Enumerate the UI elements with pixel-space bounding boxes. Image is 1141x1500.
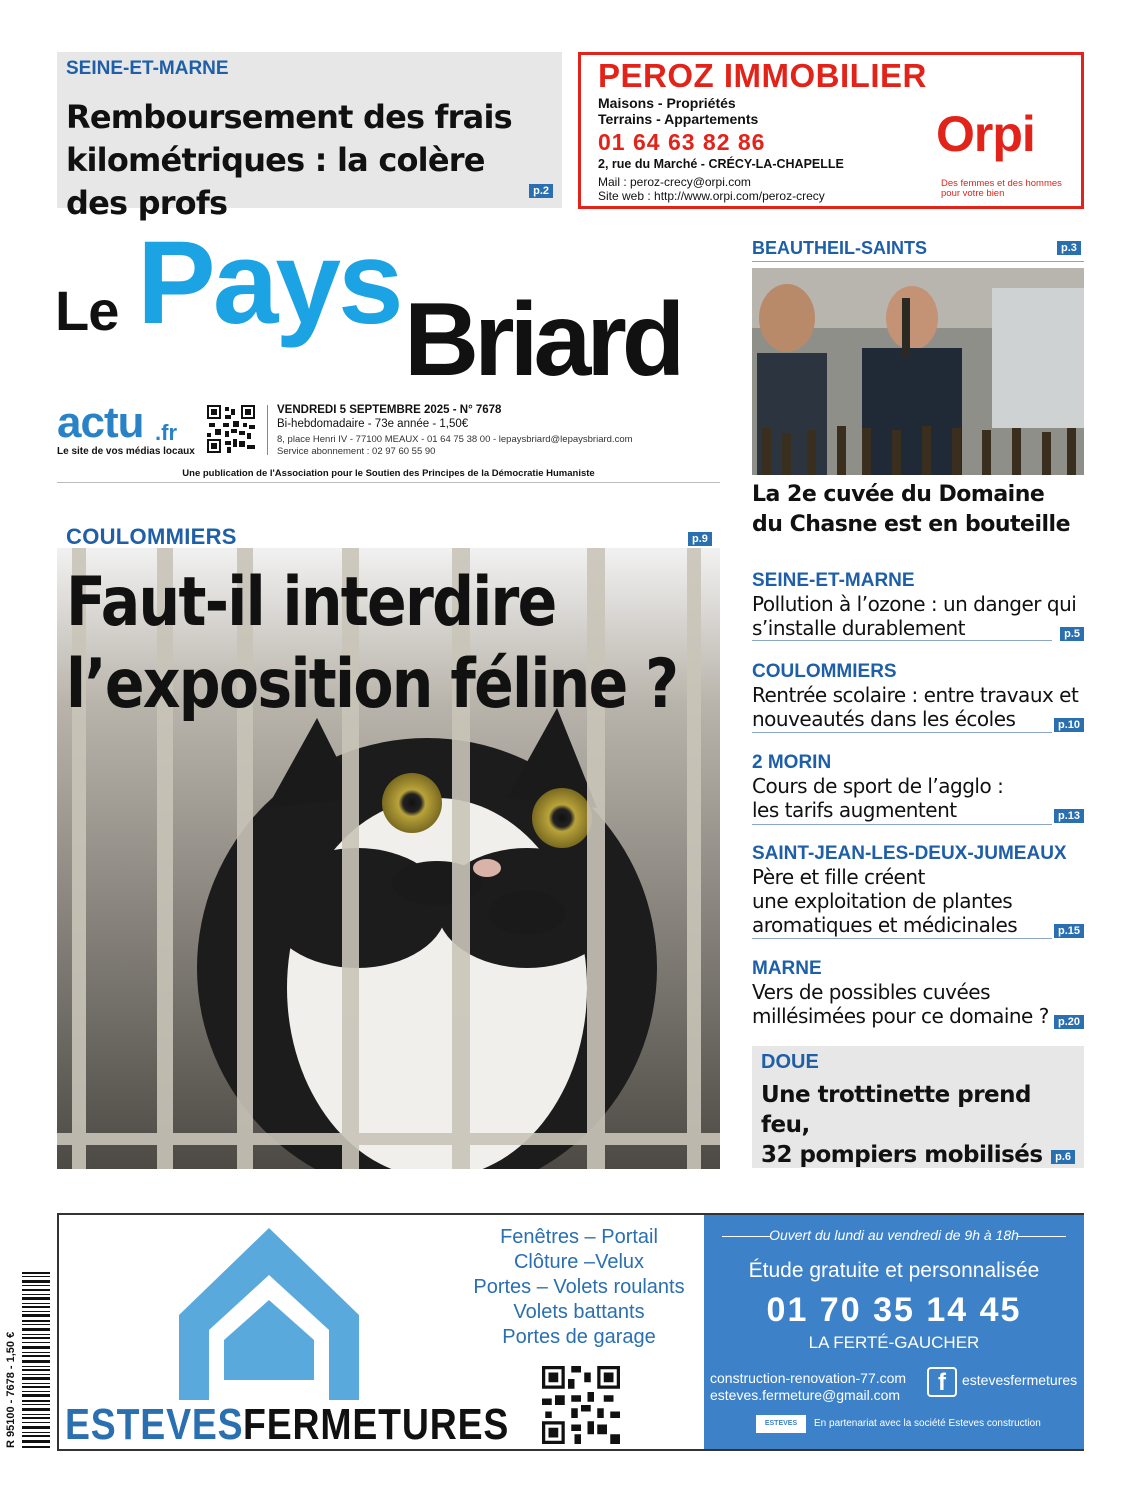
masthead-divider [57, 482, 720, 483]
masthead-address: 8, place Henri IV - 77100 MEAUX - 01 64 75 38 00 - lepaysbriard@lepaysbriard.com [277, 434, 633, 445]
peroz-address: 2, rue du Marché - CRÉCY-LA-CHAPELLE [598, 157, 844, 171]
esteves-services [459, 1225, 699, 1350]
brief-kicker: COULOMMIERS [752, 661, 897, 682]
logo-briard: Briard [404, 282, 681, 398]
orpi-logo: Orpi [936, 106, 1035, 162]
right-lead-headline-line-2: du Chasne est en bouteille [752, 512, 1070, 537]
service-item: Clôture –Velux [513, 1251, 645, 1273]
brief-kicker: SEINE-ET-MARNE [752, 570, 915, 591]
doue-headline-line-2: 32 pompiers mobilisés [761, 1142, 1043, 1168]
brief-line: s’installe durablement [752, 616, 966, 640]
brief-page: p.5 [1060, 627, 1084, 641]
peroz-mail: Mail : peroz-crecy@orpi.com [598, 175, 751, 189]
brief-line: Père et fille créent [752, 865, 925, 889]
peroz-line-1: Maisons - Propriétés [598, 95, 736, 111]
qr-code-icon[interactable] [207, 405, 255, 453]
esteves-website-link[interactable]: construction-renovation-77.com [710, 1370, 907, 1386]
actu-fr: .fr [155, 420, 177, 445]
top-story-box[interactable] [57, 52, 562, 222]
main-story-headline[interactable] [66, 562, 720, 726]
right-lead-headline-line-1: La 2e cuvée du Domaine [752, 482, 1045, 507]
house-icon [169, 1220, 369, 1400]
actu-tagline: Le site de vos médias locaux [57, 446, 195, 457]
esteves-name-black: FERMETURES [243, 1400, 510, 1449]
service-item: Portes – Volets roulants [473, 1276, 685, 1298]
brief-underline [752, 938, 1052, 939]
masthead-subscription: Service abonnement : 02 97 60 55 90 [277, 446, 436, 457]
brief-line: millésimées pour ce domaine ? [752, 1004, 1049, 1028]
esteves-phone[interactable]: 01 70 35 14 45 [766, 1291, 1022, 1329]
doue-headline [761, 1080, 1079, 1170]
logo-le: Le [55, 279, 119, 342]
main-story-kicker: COULOMMIERS [66, 524, 237, 549]
brief-underline [752, 640, 1052, 641]
doue-kicker: DOUE [761, 1051, 819, 1073]
brief-page: p.10 [1054, 718, 1084, 732]
barcode [4, 1270, 52, 1450]
brief-underline [752, 824, 1052, 825]
peroz-phone: 01 64 63 82 86 [598, 129, 766, 155]
brief-item[interactable] [752, 570, 1084, 642]
top-story-kicker: SEINE-ET-MARNE [66, 58, 229, 79]
service-item: Fenêtres – Portail [500, 1226, 658, 1248]
service-item: Volets battants [513, 1301, 645, 1323]
peroz-immobilier-ad[interactable] [578, 52, 1084, 209]
brief-kicker: MARNE [752, 958, 822, 979]
brief-line: les tarifs augmentent [752, 798, 957, 822]
orpi-slogan [941, 179, 1062, 199]
right-lead-page: p.3 [1057, 241, 1081, 255]
brief-line: Pollution à l’ozone : un danger qui [752, 592, 1077, 616]
peroz-line-2: Terrains - Appartements [598, 111, 759, 127]
brief-item[interactable] [752, 752, 1084, 824]
brief-line: Rentrée scolaire : entre travaux et [752, 683, 1079, 707]
service-item: Portes de garage [502, 1326, 656, 1348]
brief-item[interactable] [752, 843, 1084, 939]
brief-item[interactable] [752, 661, 1084, 733]
esteves-facebook-link[interactable]: estevesfermetures [962, 1372, 1078, 1388]
esteves-qr-code-icon[interactable] [542, 1366, 620, 1444]
brief-item[interactable] [752, 958, 1084, 1030]
main-story-page: p.9 [688, 532, 712, 546]
issue-frequency: Bi-hebdomadaire - 73e année - 1,50€ [277, 418, 469, 430]
esteves-email-link[interactable]: esteves.fermeture@gmail.com [710, 1387, 901, 1403]
publisher-line: Une publication de l'Association pour le Soutien des Principes de la Démocratie Humaniste [182, 468, 595, 479]
main-headline-line-1: Faut-il interdire [66, 563, 556, 642]
doue-story-box[interactable] [752, 1046, 1084, 1168]
brief-underline [752, 732, 1052, 733]
orpi-slogan-line-2: pour votre bien [941, 188, 1005, 199]
esteves-partner-line: En partenariat avec la société Esteves construction [814, 1418, 1041, 1429]
esteves-study: Étude gratuite et personnalisée [748, 1259, 1040, 1282]
doue-page: p.6 [1051, 1150, 1075, 1164]
esteves-city: LA FERTÉ-GAUCHER [808, 1333, 980, 1352]
orpi-slogan-line-1: Des femmes et des hommes [941, 178, 1062, 189]
peroz-web: Site web : http://www.orpi.com/peroz-crecy [598, 189, 825, 203]
esteves-hours: Ouvert du lundi au vendredi de 9h à 18h [769, 1227, 1019, 1243]
facebook-icon[interactable]: f [927, 1367, 957, 1397]
peroz-name: PEROZ IMMOBILIER [598, 57, 927, 94]
esteves-contact-panel [704, 1215, 1084, 1449]
brief-line: aromatiques et médicinales [752, 913, 1018, 937]
brief-kicker: 2 MORIN [752, 752, 832, 773]
actu-logo: actu [57, 398, 144, 447]
issue-date: VENDREDI 5 SEPTEMBRE 2025 - N° 7678 [277, 404, 502, 416]
brief-line: une exploitation de plantes [752, 889, 1013, 913]
esteves-name-blue: ESTEVES [65, 1400, 244, 1449]
barcode-text: R 95100 - 7678 - 1,50 € [5, 1331, 17, 1448]
brief-line: Vers de possibles cuvées [752, 980, 990, 1004]
main-headline-line-2: l’exposition féline ? [66, 645, 678, 724]
top-story-page: p.2 [529, 184, 553, 198]
masthead-separator [267, 405, 268, 455]
right-lead-divider [752, 261, 1084, 262]
esteves-fermetures-ad[interactable] [57, 1213, 1084, 1451]
right-lead-kicker: BEAUTHEIL-SAINTS [752, 238, 927, 258]
brief-line: nouveautés dans les écoles [752, 707, 1016, 731]
doue-headline-line-1: Une trottinette prend feu, [761, 1082, 1031, 1138]
winery-photo[interactable] [752, 268, 1084, 475]
logo-pays: Pays [137, 217, 401, 349]
brief-kicker: SAINT-JEAN-LES-DEUX-JUMEAUX [752, 843, 1067, 864]
right-lead-headline[interactable] [752, 480, 1084, 540]
esteves-construction-logo: ESTEVES CONSTRUCTION [756, 1415, 806, 1433]
brief-page: p.15 [1054, 924, 1084, 938]
top-story-headline[interactable]: Remboursement des frais kilométriques : la colère des profs [66, 98, 512, 222]
brief-page: p.13 [1054, 809, 1084, 823]
brief-line: Cours de sport de l’agglo : [752, 774, 1004, 798]
brief-page: p.20 [1054, 1015, 1084, 1029]
